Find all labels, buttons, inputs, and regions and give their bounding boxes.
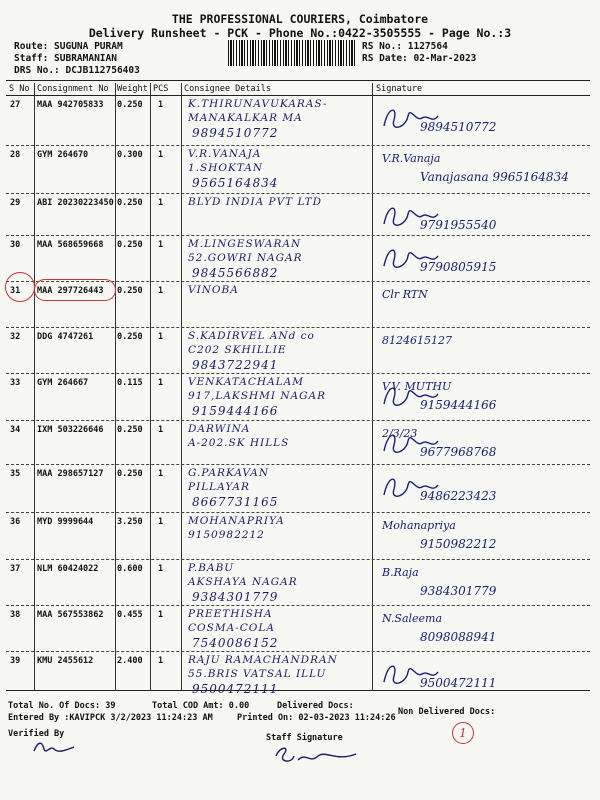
column-header-signature: Signature bbox=[376, 84, 423, 94]
row-weight: 0.250 bbox=[117, 100, 143, 110]
row-weight: 0.250 bbox=[117, 198, 143, 208]
column-divider bbox=[115, 83, 116, 690]
row-separator bbox=[6, 512, 590, 513]
handwritten-signature bbox=[380, 200, 440, 234]
consignee-detail-line: BLYD INDIA PVT LTD bbox=[188, 196, 323, 208]
row-pcs: 1 bbox=[158, 198, 164, 208]
column-header-weight: Weight bbox=[117, 84, 148, 94]
row-serial-number: 30 bbox=[10, 240, 21, 250]
row-serial-number: 33 bbox=[10, 378, 21, 388]
row-separator bbox=[6, 464, 590, 465]
row-separator bbox=[6, 327, 590, 328]
row-serial-number: 37 bbox=[10, 564, 21, 574]
signature-text: N.Saleema bbox=[382, 612, 443, 625]
consignee-detail-line: 8667731165 bbox=[192, 495, 279, 509]
delivered-docs: Delivered Docs: bbox=[277, 701, 354, 711]
row-pcs: 1 bbox=[158, 517, 164, 527]
row-pcs: 1 bbox=[158, 564, 164, 574]
consignment-number: MAA 567553862 bbox=[37, 610, 104, 620]
consignment-number: MAA 298657127 bbox=[37, 469, 104, 479]
consignee-detail-line: 52.GOWRI NAGAR bbox=[188, 252, 303, 264]
row-serial-number: 31 bbox=[10, 286, 21, 296]
consignee-detail-line: 55.BRIS VATSAL ILLU bbox=[188, 668, 327, 680]
consignee-detail-line: M.LINGESWARAN bbox=[188, 238, 302, 250]
consignment-number: MYD 9999644 bbox=[37, 517, 94, 527]
staff-signature-label: Staff Signature bbox=[266, 733, 343, 743]
row-separator bbox=[6, 145, 590, 146]
barcode-image bbox=[228, 40, 356, 66]
row-separator bbox=[6, 373, 590, 374]
signature-phone: 9500472111 bbox=[420, 676, 497, 690]
row-weight: 2.400 bbox=[117, 656, 143, 666]
table-top-border bbox=[6, 80, 590, 81]
row-separator bbox=[6, 235, 590, 236]
row-pcs: 1 bbox=[158, 425, 164, 435]
company-title: THE PROFESSIONAL COURIERS, Coimbatore bbox=[171, 12, 429, 26]
handwritten-signature bbox=[380, 380, 440, 414]
signature-phone: 9150982212 bbox=[420, 537, 497, 551]
row-pcs: 1 bbox=[158, 610, 164, 620]
consignee-detail-line: 9565164834 bbox=[192, 176, 279, 190]
handwritten-signature bbox=[380, 658, 440, 692]
row-pcs: 1 bbox=[158, 469, 164, 479]
signature-phone: 9894510772 bbox=[420, 120, 497, 134]
consignment-number: MAA 297726443 bbox=[37, 286, 104, 296]
consignee-detail-line: PREETHISHA bbox=[188, 608, 273, 620]
row-pcs: 1 bbox=[158, 240, 164, 250]
page-mark: 1 bbox=[452, 722, 474, 744]
row-serial-number: 28 bbox=[10, 150, 21, 160]
row-weight: 0.250 bbox=[117, 286, 143, 296]
consignee-detail-line: 7540086152 bbox=[192, 636, 279, 650]
column-divider bbox=[150, 83, 151, 690]
total-cod: Total COD Amt: 0.00 bbox=[152, 701, 250, 711]
row-weight: 0.455 bbox=[117, 610, 143, 620]
signature-phone: 9790805915 bbox=[420, 260, 497, 274]
row-pcs: 1 bbox=[158, 100, 164, 110]
consignee-detail-line: DARWINA bbox=[188, 423, 251, 435]
signature-phone: 9677968768 bbox=[420, 445, 497, 459]
signature-phone: 9791955540 bbox=[420, 218, 497, 232]
row-serial-number: 39 bbox=[10, 656, 21, 666]
rs-date: RS Date: 02-Mar-2023 bbox=[362, 53, 477, 64]
row-weight: 0.250 bbox=[117, 240, 143, 250]
signature-phone: 9159444166 bbox=[420, 398, 497, 412]
consignee-detail-line: 1.SHOKTAN bbox=[188, 162, 264, 174]
consignee-detail-line: P.BABU bbox=[188, 562, 235, 574]
consignee-detail-line: VINOBA bbox=[188, 284, 239, 296]
consignment-number: GYM 264667 bbox=[37, 378, 89, 388]
consignee-detail-line: VENKATACHALAM bbox=[188, 376, 304, 388]
consignee-detail-line: 9384301779 bbox=[192, 590, 279, 604]
row-pcs: 1 bbox=[158, 286, 164, 296]
row-weight: 0.300 bbox=[117, 150, 143, 160]
column-divider bbox=[181, 83, 182, 690]
row-separator bbox=[6, 605, 590, 606]
consignment-number: MAA 942705833 bbox=[37, 100, 104, 110]
consignee-detail-line: 9845566882 bbox=[192, 266, 279, 280]
row-pcs: 1 bbox=[158, 332, 164, 342]
column-header-consignee: Consignee Details bbox=[184, 84, 271, 94]
signature-phone: 9384301779 bbox=[420, 584, 497, 598]
row-weight: 0.115 bbox=[117, 378, 143, 388]
staff-label: Staff: SUBRAMANIAN bbox=[14, 53, 117, 64]
signature-text: V.V. MUTHU bbox=[382, 380, 452, 393]
consignee-detail-line: G.PARKAVAN bbox=[188, 467, 270, 479]
consignee-detail-line: A-202.SK HILLS bbox=[188, 437, 290, 449]
handwritten-signature bbox=[380, 471, 440, 505]
row-serial-number: 36 bbox=[10, 517, 21, 527]
consignee-detail-line: MOHANAPRIYA bbox=[188, 515, 285, 527]
consignee-detail-line: RAJU RAMACHANDRAN bbox=[188, 654, 338, 666]
red-circle-mark bbox=[5, 272, 35, 302]
column-header-consignment: Consignment No bbox=[37, 84, 109, 94]
verifier-signature bbox=[30, 735, 80, 760]
consignment-number: KMU 2455612 bbox=[37, 656, 94, 666]
row-serial-number: 35 bbox=[10, 469, 21, 479]
consignee-detail-line: PILLAYAR bbox=[188, 481, 250, 493]
consignment-number: MAA 568659668 bbox=[37, 240, 104, 250]
route-label: Route: SUGUNA PURAM bbox=[14, 41, 123, 52]
signature-text: 2/3/23 bbox=[382, 427, 418, 440]
row-serial-number: 27 bbox=[10, 100, 21, 110]
row-separator bbox=[6, 651, 590, 652]
verified-by-label: Verified By bbox=[8, 729, 65, 739]
row-separator bbox=[6, 193, 590, 194]
total-docs: Total No. Of Docs: 39 bbox=[8, 701, 116, 711]
consignee-detail-line: K.THIRUNAVUKARAS- bbox=[188, 98, 328, 110]
consignee-detail-line: 917,LAKSHMI NAGAR bbox=[188, 390, 327, 402]
consignee-detail-line: MANAKALKAR MA bbox=[188, 112, 303, 124]
red-circle-mark bbox=[34, 279, 116, 301]
row-pcs: 1 bbox=[158, 378, 164, 388]
row-pcs: 1 bbox=[158, 150, 164, 160]
consignee-detail-line: 9159444166 bbox=[192, 404, 279, 418]
column-header-sno: S No bbox=[9, 84, 30, 94]
signature-text: Clr RTN bbox=[382, 288, 428, 301]
column-divider bbox=[34, 83, 35, 690]
column-header-pcs: PCS bbox=[153, 84, 169, 94]
consignment-number: IXM 503226646 bbox=[37, 425, 104, 435]
entered-by: Entered By :KAVIPCK 3/2/2023 11:24:23 AM bbox=[8, 713, 213, 723]
signature-text: Mohanapriya bbox=[382, 519, 456, 532]
non-delivered-docs: Non Delivered Docs: bbox=[398, 707, 496, 717]
row-serial-number: 29 bbox=[10, 198, 21, 208]
consignment-number: DDG 4747261 bbox=[37, 332, 94, 342]
row-serial-number: 38 bbox=[10, 610, 21, 620]
printed-on: Printed On: 02-03-2023 11:24:26 bbox=[237, 713, 396, 723]
consignee-detail-line: V.R.VANAJA bbox=[188, 148, 262, 160]
column-divider bbox=[372, 83, 373, 690]
row-serial-number: 34 bbox=[10, 425, 21, 435]
table-header-border bbox=[6, 95, 590, 96]
handwritten-signature bbox=[380, 427, 440, 461]
row-weight: 3.250 bbox=[117, 517, 143, 527]
consignment-number: ABI 20230223450 bbox=[37, 198, 114, 208]
consignee-detail-line: S.KADIRVEL ANd co bbox=[188, 330, 315, 342]
row-separator bbox=[6, 559, 590, 560]
signature-text: B.Raja bbox=[382, 566, 419, 579]
signature-text: 8124615127 bbox=[382, 334, 452, 347]
rs-number: RS No.: 1127564 bbox=[362, 41, 448, 52]
row-weight: 0.600 bbox=[117, 564, 143, 574]
runsheet-subtitle: Delivery Runsheet - PCK - Phone No.:0422-3505555 - Page No.:3 bbox=[88, 26, 512, 40]
handwritten-signature bbox=[380, 242, 440, 276]
consignee-detail-line: 9150982212 bbox=[188, 529, 265, 541]
consignment-number: GYM 264670 bbox=[37, 150, 89, 160]
row-pcs: 1 bbox=[158, 656, 164, 666]
signature-phone: Vanajasana 9965164834 bbox=[420, 170, 569, 184]
handwritten-signature bbox=[380, 102, 440, 136]
signature-phone: 9486223423 bbox=[420, 489, 497, 503]
signature-text: V.R.Vanaja bbox=[382, 152, 441, 165]
row-weight: 0.250 bbox=[117, 425, 143, 435]
row-weight: 0.250 bbox=[117, 332, 143, 342]
table-bottom-border bbox=[6, 690, 590, 691]
signature-phone: 8098088941 bbox=[420, 630, 497, 644]
drs-number: DRS No.: DCJB112756403 bbox=[14, 65, 140, 76]
row-serial-number: 32 bbox=[10, 332, 21, 342]
consignee-detail-line: COSMA-COLA bbox=[188, 622, 275, 634]
consignee-detail-line: AKSHAYA NAGAR bbox=[188, 576, 298, 588]
consignee-detail-line: 9894510772 bbox=[192, 126, 279, 140]
consignment-number: NLM 60424022 bbox=[37, 564, 99, 574]
consignee-detail-line: 9500472111 bbox=[192, 682, 279, 696]
consignee-detail-line: C202 SKHILLIE bbox=[188, 344, 287, 356]
row-weight: 0.250 bbox=[117, 469, 143, 479]
row-separator bbox=[6, 420, 590, 421]
staff-signature bbox=[270, 742, 360, 770]
consignee-detail-line: 9843722941 bbox=[192, 358, 279, 372]
